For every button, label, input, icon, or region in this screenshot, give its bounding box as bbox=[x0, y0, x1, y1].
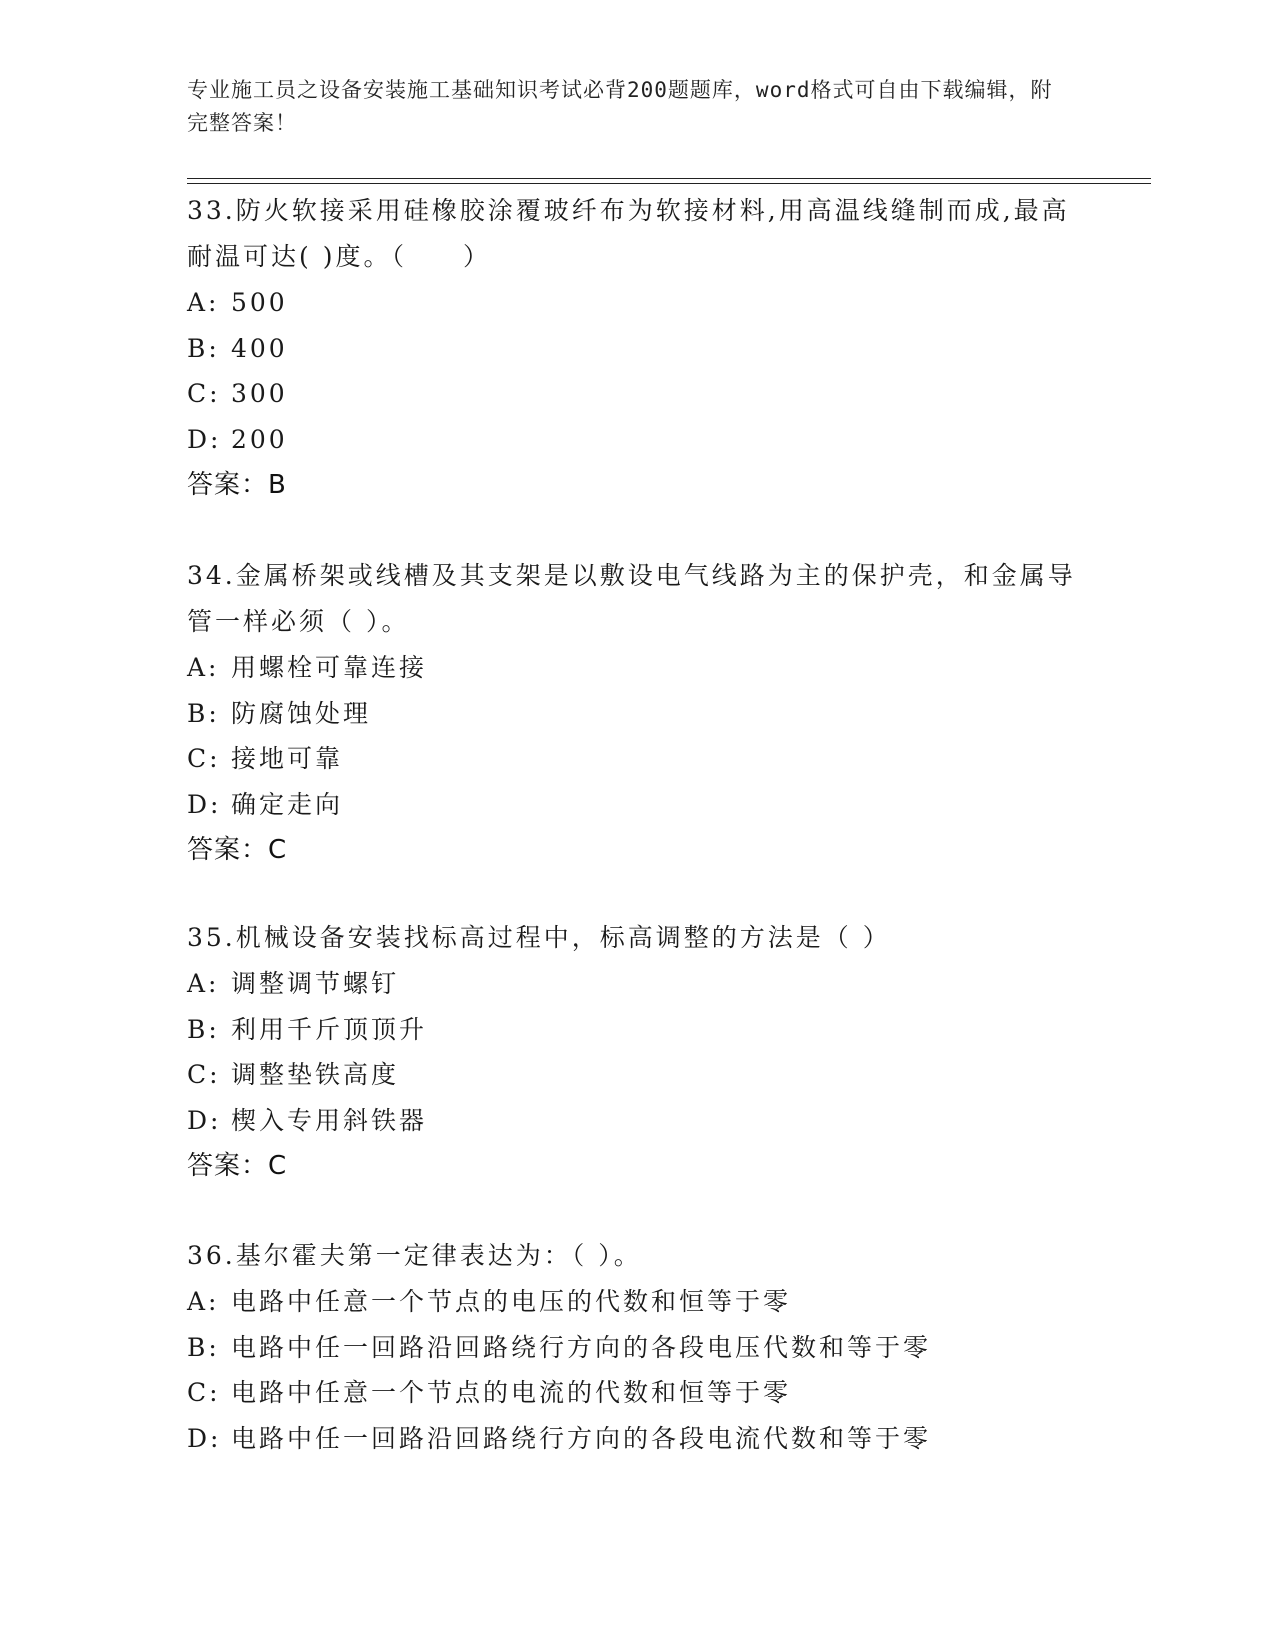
option-letter: A: bbox=[187, 969, 220, 998]
option-letter: D: bbox=[187, 424, 222, 454]
option-text: 200 bbox=[231, 424, 288, 454]
option-text: 400 bbox=[231, 333, 288, 363]
answer: 答案：C bbox=[187, 835, 288, 865]
header-divider-bottom bbox=[187, 183, 1151, 184]
option-text: 电路中任一回路沿回路绕行方向的各段电流代数和等于零 bbox=[231, 1423, 932, 1453]
option-c bbox=[187, 1370, 1087, 1416]
option-d bbox=[187, 782, 1087, 828]
option-letter: B: bbox=[187, 1014, 220, 1044]
option-text: 楔入专用斜铁器 bbox=[231, 1105, 428, 1135]
option-b bbox=[187, 326, 1087, 372]
question-stem: 35.机械设备安装找标高过程中，标高调整的方法是（ ） bbox=[187, 923, 891, 952]
option-text: 电路中任一回路沿回路绕行方向的各段电压代数和等于零 bbox=[231, 1332, 932, 1362]
option-text: 调整垫铁高度 bbox=[231, 1060, 400, 1089]
option-c bbox=[187, 736, 1087, 782]
option-text: 电路中任意一个节点的电压的代数和恒等于零 bbox=[231, 1287, 792, 1316]
option-c bbox=[187, 371, 1087, 417]
option-text: 500 bbox=[231, 288, 288, 317]
option-d bbox=[187, 1098, 1087, 1144]
option-a bbox=[187, 280, 1087, 326]
option-letter: B: bbox=[187, 1332, 220, 1362]
question-stem: 33.防火软接采用硅橡胶涂覆玻纤布为软接材料,用高温线缝制而成,最高耐温可达( )度。（ ） bbox=[187, 196, 1070, 271]
question-33 bbox=[187, 188, 1087, 508]
option-letter: B: bbox=[187, 698, 220, 728]
option-text: 接地可靠 bbox=[231, 744, 344, 773]
option-c bbox=[187, 1052, 1087, 1098]
option-letter: A: bbox=[187, 653, 220, 682]
option-a bbox=[187, 961, 1087, 1007]
option-b bbox=[187, 1325, 1087, 1371]
option-a bbox=[187, 1279, 1087, 1325]
option-a bbox=[187, 645, 1087, 691]
option-text: 防腐蚀处理 bbox=[231, 698, 372, 728]
document-header: 专业施工员之设备安装施工基础知识考试必背200题题库，word格式可自由下载编辑，附完整答案！ bbox=[187, 78, 1053, 135]
option-letter: C: bbox=[187, 744, 221, 773]
option-text: 用螺栓可靠连接 bbox=[231, 653, 428, 682]
question-stem: 36.基尔霍夫第一定律表达为：（ ）。 bbox=[187, 1241, 642, 1270]
option-letter: C: bbox=[187, 1060, 221, 1089]
option-letter: B: bbox=[187, 333, 220, 363]
question-35 bbox=[187, 915, 1087, 1189]
option-text: 300 bbox=[231, 379, 288, 408]
option-letter: D: bbox=[187, 1105, 222, 1135]
option-letter: C: bbox=[187, 1378, 221, 1407]
option-letter: A: bbox=[187, 288, 220, 317]
header-divider-top bbox=[187, 178, 1151, 179]
option-b bbox=[187, 1007, 1087, 1053]
option-text: 电路中任意一个节点的电流的代数和恒等于零 bbox=[231, 1378, 792, 1407]
answer: 答案：B bbox=[187, 470, 287, 500]
option-b bbox=[187, 691, 1087, 737]
option-text: 确定走向 bbox=[231, 789, 344, 819]
answer: 答案：C bbox=[187, 1151, 288, 1181]
option-d bbox=[187, 1416, 1087, 1462]
question-34 bbox=[187, 553, 1087, 873]
question-36 bbox=[187, 1233, 1087, 1461]
option-text: 利用千斤顶顶升 bbox=[231, 1014, 428, 1044]
option-letter: D: bbox=[187, 789, 222, 819]
option-letter: A: bbox=[187, 1287, 220, 1316]
option-text: 调整调节螺钉 bbox=[231, 969, 400, 998]
question-stem: 34.金属桥架或线槽及其支架是以敷设电气线路为主的保护壳，和金属导管一样必须（ ）。 bbox=[187, 561, 1076, 636]
option-letter: D: bbox=[187, 1423, 222, 1453]
option-letter: C: bbox=[187, 379, 221, 408]
option-d bbox=[187, 417, 1087, 463]
